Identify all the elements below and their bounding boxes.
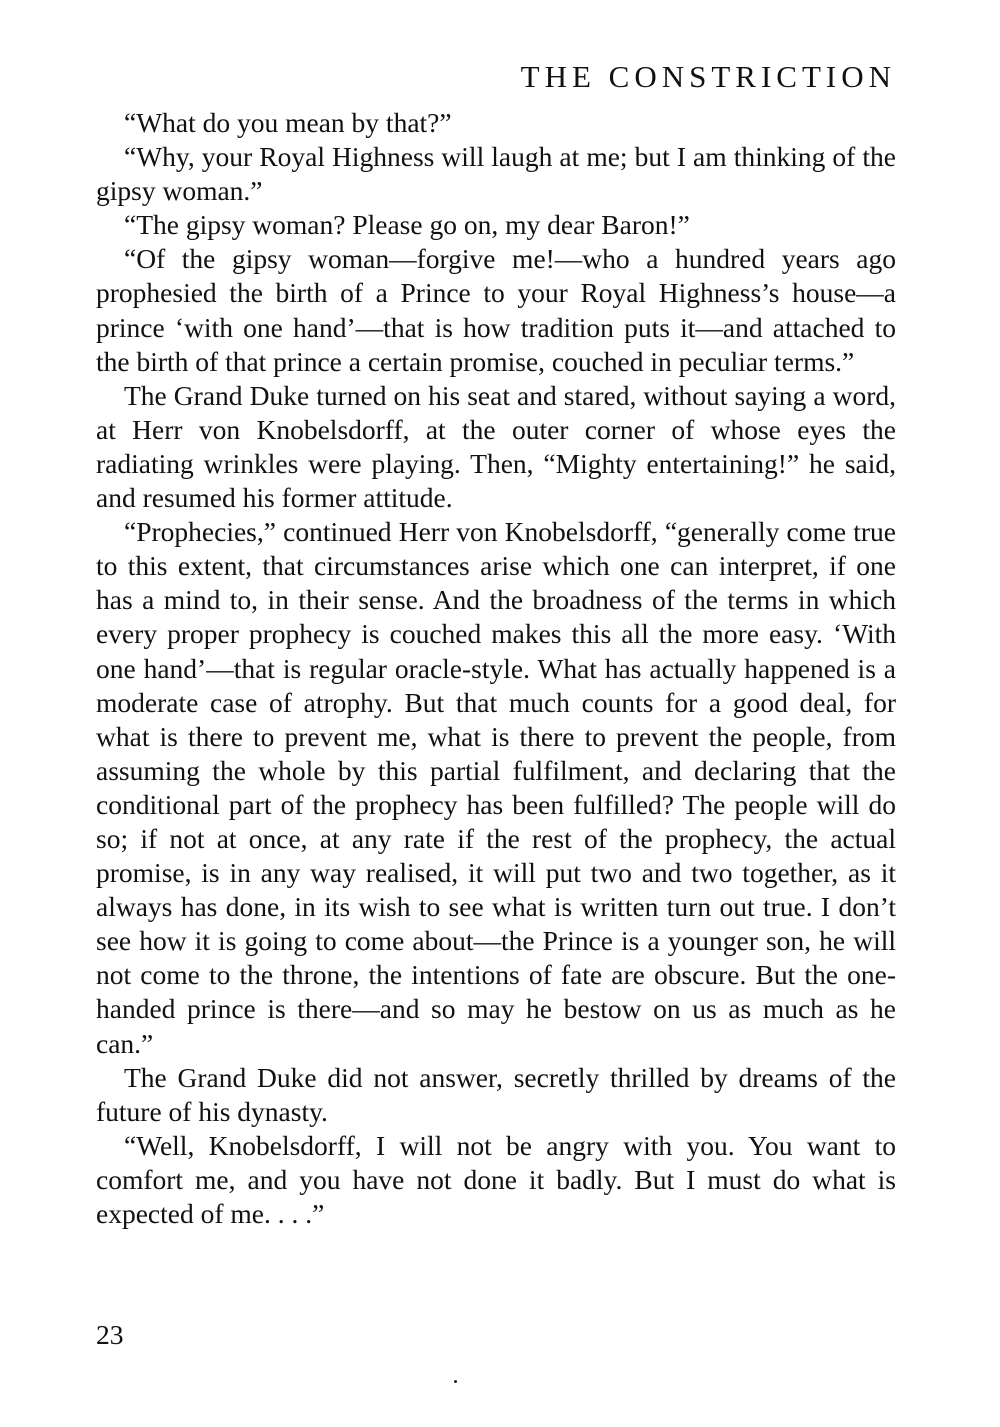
paragraph-7: The Grand Duke did not answer, secretly thrilled by dreams of the future of his dynasty. xyxy=(96,1061,896,1127)
paragraph-3: “The gipsy woman? Please go on, my dear Baron!” xyxy=(124,209,690,241)
paragraph-2: “Why, your Royal Highness will laugh at me; but I am thinking of the gipsy woman.” xyxy=(96,141,896,207)
paragraph-5: The Grand Duke turned on his seat and stared, without saying a word, at Herr von Knobelsdorff, at the outer corner of whose eyes the radiating wrinkles were playing. Then, “Mighty entertaining!” he said, and resumed his former attitude. xyxy=(96,379,896,514)
paragraph-4: “Of the gipsy woman—forgive me!—who a hundred years ago prophesied the birth of a Prince to your Royal Highness’s house—a prince ‘with one hand’—that is how tradition puts it—and attached to the birth of that prince a certain promise, couched in peculiar terms.” xyxy=(96,243,896,377)
body-text xyxy=(96,106,896,1231)
ink-speck xyxy=(454,1380,457,1383)
paragraph-6: “Prophecies,” continued Herr von Knobelsdorff, “generally come true to this extent, that circumstances arise which one can interpret, if one has a mind to, in their sense. And the broadness of the terms in which every proper prophecy is couched makes this all the more easy. ‘With one hand’—that is regular oracle-style. What has actually happened is a moderate case of atrophy. But that much counts for a good deal, for what is there to prevent me, what is there to prevent the people, from assuming the whole by this partial fulfilment, and declaring that the conditional part of the prophecy has been fulfilled? The people will do so; if not at once, at any rate if the rest of the prophecy, the actual promise, is in any way realised, it will put two and two together, as it always has done, in its wish to see what is written turn out true. I don’t see how it is going to come about—the Prince is a younger son, he will not come to the throne, the intentions of fate are obscure. But the one-handed prince is there—and so may he bestow on us as much as he can.” xyxy=(96,516,896,1059)
page-number: 23 xyxy=(96,1319,124,1350)
paragraph-8: “Well, Knobelsdorff, I will not be angry with you. You want to comfort me, and you have not done it badly. But I must do what is expected of me. . . .” xyxy=(96,1129,896,1229)
paragraph-1: “What do you mean by that?” xyxy=(124,107,452,138)
running-head-title: THE CONSTRICTION xyxy=(520,59,896,94)
